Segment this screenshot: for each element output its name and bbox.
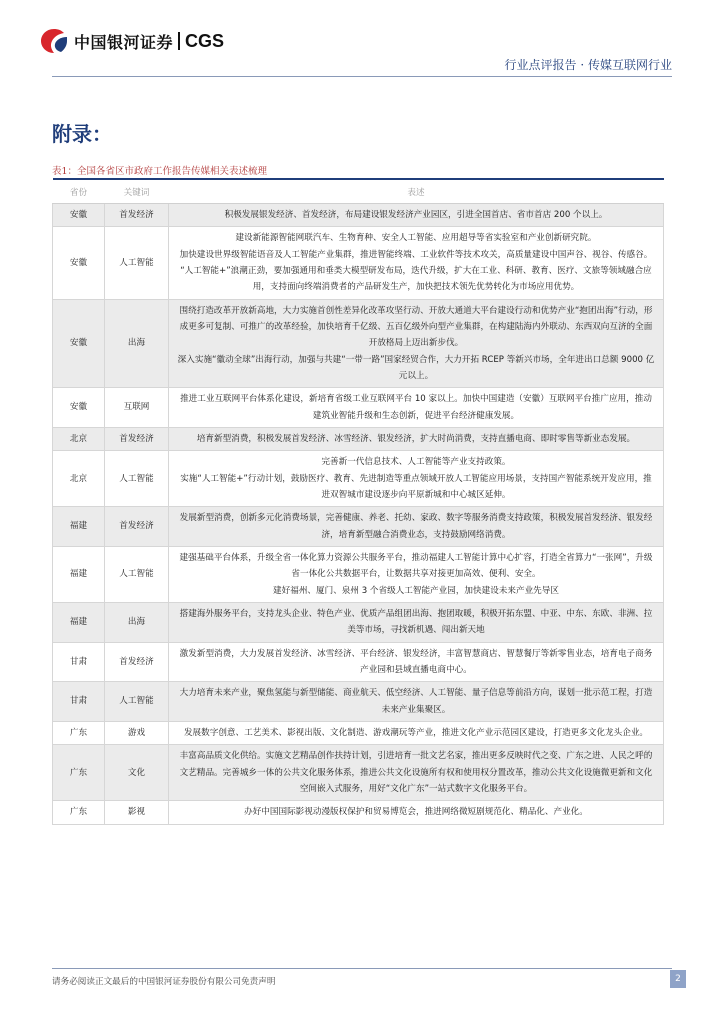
table-row [53,427,664,450]
cell-keyword: 出海 [105,602,169,642]
cell-province: 广东 [53,745,105,801]
page-header [0,0,724,80]
cell-province: 安徽 [53,227,105,299]
report-type-separator: · [580,58,585,72]
header-keyword: 关键词 [105,179,169,204]
cell-keyword: 影视 [105,801,169,824]
cell-description [169,721,664,744]
cell-province: 北京 [53,451,105,507]
table-row [53,642,664,682]
cell-keyword: 首发经济 [105,427,169,450]
logo-english-name: CGS [185,30,225,51]
table-row [53,204,664,227]
description-paragraph: 加快建设世界级智能语音及人工智能产业集群，推进智能终端、工业软件等技术攻关，高质量建设中国声谷、视谷、传感谷。 [179,249,653,260]
description-paragraph: 搭建海外服务平台，支持龙头企业、特色产业、优质产品组团出海、抱团取暖，积极开拓东盟、中亚、中东、东欧、非洲、拉美等市场，寻找新机遇、闯出新天地 [179,608,653,636]
cell-description [169,507,664,547]
logo-separator [178,32,180,50]
cell-description [169,546,664,602]
page-number: 2 [670,970,686,988]
cell-description [169,602,664,642]
cell-keyword: 人工智能 [105,546,169,602]
header-divider [52,76,672,77]
description-paragraph: 发展新型消费，创新多元化消费场景，完善健康、养老、托幼、家政、数字等服务消费支持政策，积极发展首发经济、银发经济，培育新型融合消费业态，支持鼓励网络消费。 [179,513,653,540]
cell-province: 广东 [53,721,105,744]
table-row [53,299,664,388]
description-paragraph: 大力培育未来产业，聚焦氢能与新型储能、商业航天、低空经济、人工智能、量子信息等前沿方向，谋划一批示范工程，打造未来产业集聚区。 [179,688,653,715]
description-paragraph: 积极发展银发经济、首发经济，布局建设银发经济产业园区，引进全国首店、省市首店 200 个以上。 [224,210,608,220]
cell-province: 安徽 [53,299,105,388]
cell-keyword: 出海 [105,299,169,388]
description-paragraph: “人工智能+”浪潮正劲，要加强通用和垂类大模型研发布局，迭代升级，扩大在工业、科研、教育、医疗、文旅等领域融合应用，支持面向终端消费者的产品研发生产，加快把技术领先优势转化为市场应用优势。 [180,265,652,293]
cell-description [169,801,664,824]
cell-province: 北京 [53,427,105,450]
cell-description [169,682,664,722]
table-row [53,721,664,744]
table-container [52,178,663,825]
table-row [53,602,664,642]
report-type [504,56,672,73]
section-title: 附录： [52,122,112,146]
cell-description [169,451,664,507]
table-row [53,227,664,299]
report-type-label: 行业点评报告 [504,58,577,72]
cgs-logo-icon [40,28,68,54]
cell-keyword: 首发经济 [105,507,169,547]
cell-description [169,227,664,299]
description-paragraph: 激发新型消费，大力发展首发经济、冰雪经济、平台经济、银发经济，丰富智慧商店、智慧餐厅等新零售业态，培育电子商务产业园和县域直播电商中心。 [179,648,653,675]
description-paragraph: 推进工业互联网平台体系化建设，新培育省级工业互联网平台 10 家以上。加快中国建造（安徽）互联网平台推广应用，推动建筑业智能升级和生态创新，促进平台经济健康发展。 [180,394,652,421]
policy-table [52,178,664,825]
cell-province: 甘肃 [53,682,105,722]
header-description: 表述 [169,179,664,204]
cell-keyword: 人工智能 [105,451,169,507]
description-paragraph: 完善新一代信息技术、人工智能等产业支持政策。 [321,457,511,468]
table-caption: 表1：全国各省区市政府工作报告传媒相关表述梳理 [52,166,268,177]
logo-chinese-name: 中国银河证券 [74,32,174,52]
cell-province: 甘肃 [53,642,105,682]
description-paragraph: 建设新能源智能网联汽车、生物育种、安全人工智能、应用超导等省实验室和产业创新研究院。 [235,233,597,244]
table-body [53,204,664,825]
cell-province: 安徽 [53,388,105,428]
table-row [53,507,664,547]
table-row [53,745,664,801]
cell-keyword: 文化 [105,745,169,801]
cell-keyword: 首发经济 [105,204,169,227]
footer-divider [52,968,672,969]
description-paragraph: 培育新型消费，积极发展首发经济、冰雪经济、银发经济，扩大时尚消费，支持直播电商、即时零售等新业态发展。 [196,433,636,444]
cell-keyword: 人工智能 [105,227,169,299]
cell-province: 福建 [53,546,105,602]
cell-province: 福建 [53,507,105,547]
description-paragraph: 深入实施“徽动全球”出海行动，加强与共建“一带一路”国家经贸合作，大力开拓 RCEP 等新兴市场，全年进出口总额 9000 亿元以上。 [177,354,655,381]
cell-description [169,204,664,227]
cell-description [169,745,664,801]
table-header-row [53,179,664,204]
cell-province: 广东 [53,801,105,824]
industry-label: 传媒互联网行业 [587,58,672,72]
footer-disclaimer: 请务必阅读正文最后的中国银河证券股份有限公司免责声明 [52,977,276,987]
description-paragraph: 丰富高品质文化供给。实施文艺精品创作扶持计划，引进培育一批文艺名家，推出更多反映时代之变、广东之进、人民之呼的文艺精品。完善城乡一体的公共文化服务体系，推进公共文化设施所有权和使用权分置改革，推动公共文化设施微更新和文化空间嵌入式服务，用好“文化广东”一站式数字文化服务平台。 [179,751,653,794]
description-paragraph: 实施“人工智能+”行动计划，鼓励医疗、教育、先进制造等重点领域开放人工智能应用场景，支持国产智能系统开发应用，推进双智城市建设逐步向平原新城和中心城区延伸。 [180,473,652,500]
cell-description [169,642,664,682]
cell-keyword: 游戏 [105,721,169,744]
cell-keyword: 互联网 [105,388,169,428]
table-row [53,451,664,507]
description-paragraph: 建强基础平台体系，升级全省一体化算力资源公共服务平台，推动福建人工智能计算中心扩容，打造全省算力“一张网”，升级省一体化公共数据平台，让数据共享对接更加高效、便利、安全。 [179,552,653,580]
description-paragraph: 办好中国国际影视动漫版权保护和贸易博览会，推进网络微短剧规范化、精品化、产业化。 [244,807,588,818]
table-row [53,388,664,428]
cell-province: 安徽 [53,204,105,227]
cell-keyword: 人工智能 [105,682,169,722]
cell-description [169,388,664,428]
company-logo [40,28,224,54]
cell-description [169,427,664,450]
header-province: 省份 [53,179,105,204]
cell-keyword: 首发经济 [105,642,169,682]
table-row [53,682,664,722]
table-row [53,546,664,602]
table-row [53,801,664,824]
description-paragraph: 建好福州、厦门、泉州 3 个省级人工智能产业园，加快建设未来产业先导区 [273,585,559,596]
cell-description [169,299,664,388]
cell-province: 福建 [53,602,105,642]
description-paragraph: 发展数字创意、工艺美术、影视出版、文化制造、游戏潮玩等产业，推进文化产业示范园区建设，打造更多文化龙头企业。 [183,727,649,738]
description-paragraph: 围绕打造改革开放新高地，大力实施首创性差异化改革攻坚行动、开放大通道大平台建设行动和优势产业“抱团出海”行动，形成更多可复制、可推广的改革经验，加快培育千亿级、五百亿级外向型产业集群，在构建陆海内外联动、东西双向互济的全面开放格局上迈出新步伐。 [179,305,653,349]
